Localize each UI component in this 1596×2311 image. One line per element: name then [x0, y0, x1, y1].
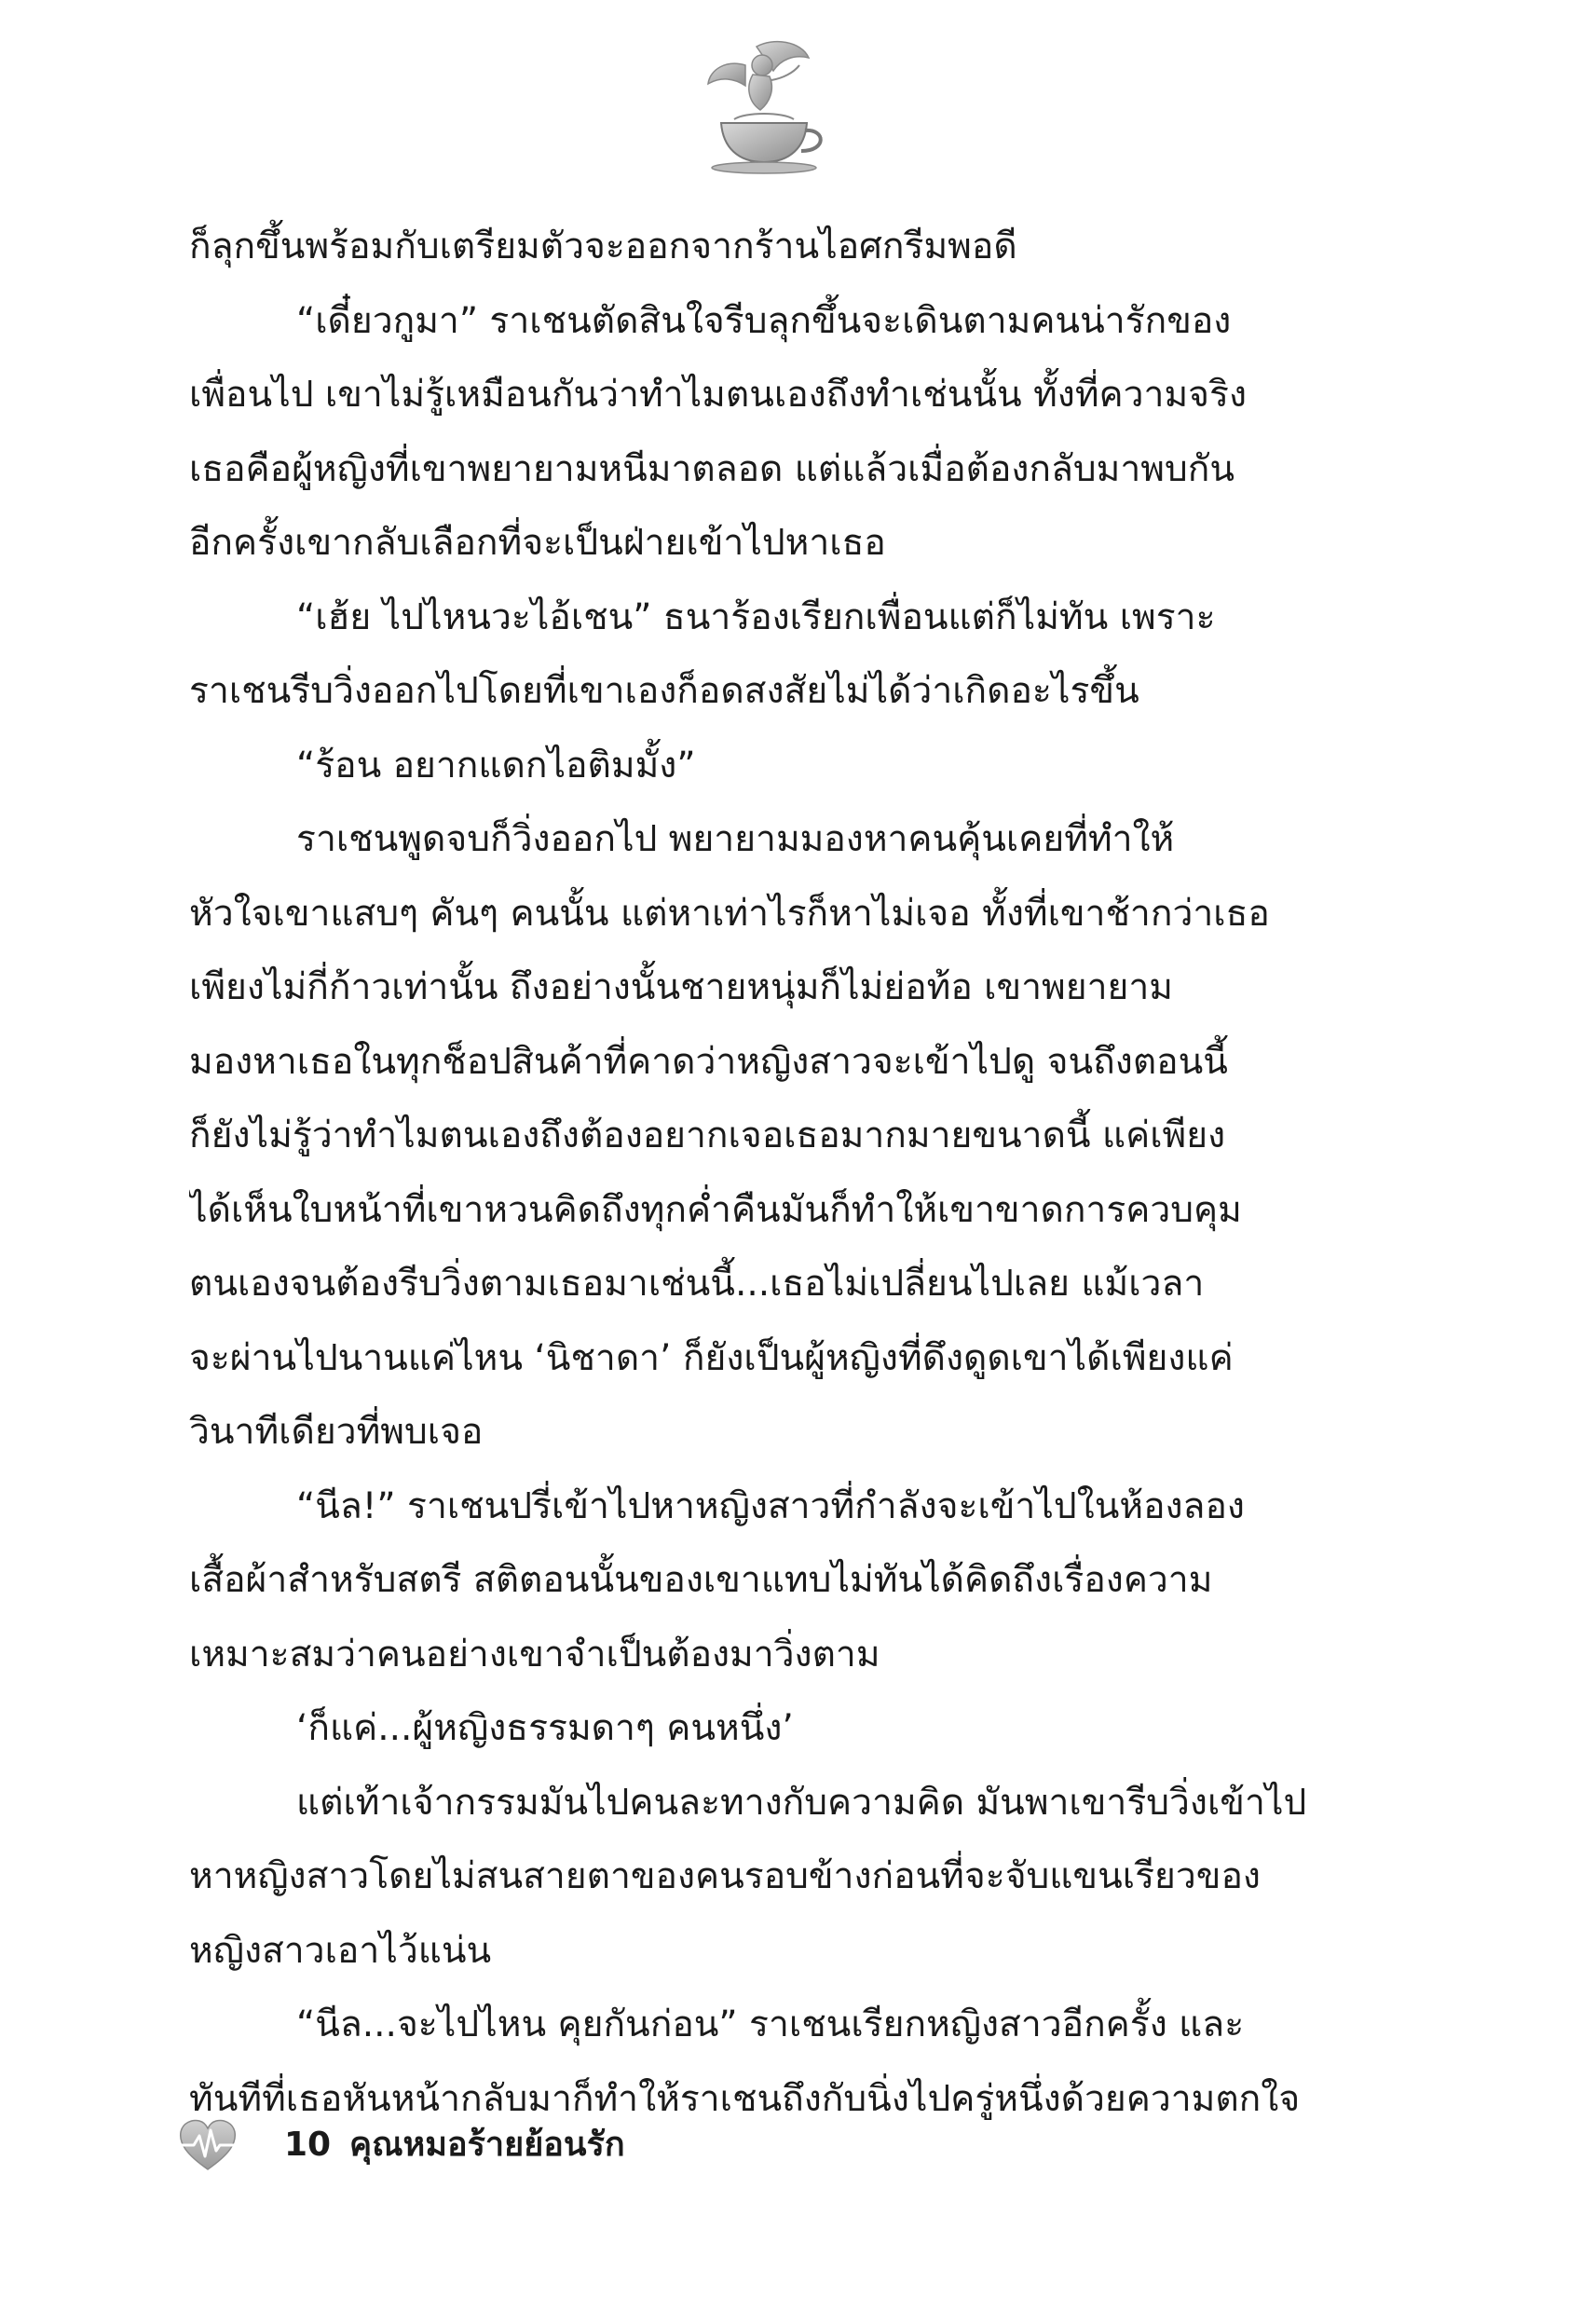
text-line: ก็ยังไม่รู้ว่าทำไมตนเองถึงต้องอยากเจอเธอมากมายขนาดนี้ แค่เพียง	[189, 1114, 1226, 1156]
paragraph	[189, 729, 1328, 803]
paragraph	[189, 1470, 1328, 1692]
text-line: หญิงสาวเอาไว้แน่น	[189, 1929, 492, 1972]
text-line: “ร้อน อยากแดกไอติมมั้ง”	[296, 744, 696, 786]
text-line: หาหญิงสาวโดยไม่สนสายตาของคนรอบข้างก่อนที่จะจับแขนเรียวของ	[189, 1855, 1261, 1897]
text-line: อีกครั้งเขากลับเลือกที่จะเป็นฝ่ายเข้าไปหาเธอ	[189, 522, 886, 564]
text-line: เหมาะสมว่าคนอย่างเขาจำเป็นต้องมาวิ่งตาม	[189, 1633, 880, 1675]
text-line: หัวใจเขาแสบๆ คันๆ คนนั้น แต่หาเท่าไรก็หาไม่เจอ ทั้งที่เขาช้ากว่าเธอ	[189, 892, 1270, 935]
text-line: ราเชนรีบวิ่งออกไปโดยที่เขาเองก็อดสงสัยไม่ได้ว่าเกิดอะไรขึ้น	[189, 670, 1139, 712]
paragraph	[189, 1691, 1328, 1766]
text-line: “นีล...จะไปไหน คุยกันก่อน” ราเชนเรียกหญิงสาวอีกครั้ง และ	[296, 2003, 1245, 2045]
text-line: เพื่อนไป เขาไม่รู้เหมือนกันว่าทำไมตนเองถึงทำเช่นนั้น ทั้งที่ความจริง	[189, 374, 1247, 416]
text-line: เสื้อผ้าสำหรับสตรี สติตอนนั้นของเขาแทบไม่ทันได้คิดถึงเรื่องความ	[189, 1559, 1213, 1601]
text-line: “เฮ้ย ไปไหนวะไอ้เชน” ธนาร้องเรียกเพื่อนแต่ก็ไม่ทัน เพราะ	[296, 595, 1216, 638]
text-line: ได้เห็นใบหน้าที่เขาหวนคิดถึงทุกค่ำคืนมันก็ทำให้เขาขาดการควบคุม	[189, 1188, 1242, 1231]
text-line: ราเชนพูดจบก็วิ่งออกไป พยายามมองหาคนคุ้นเคยที่ทำให้	[296, 818, 1175, 860]
text-line: ‘ก็แค่...ผู้หญิงธรรมดาๆ คนหนึ่ง’	[296, 1707, 794, 1749]
text-line: แต่เท้าเจ้ากรรมมันไปคนละทางกับความคิด มันพาเขารีบวิ่งเข้าไป	[296, 1781, 1307, 1824]
heart-pulse-icon	[177, 2117, 239, 2173]
paragraph	[189, 284, 1328, 581]
text-line: วินาทีเดียวที่พบเจอ	[189, 1411, 484, 1453]
text-line: เธอคือผู้หญิงที่เขาพยายามหนีมาตลอด แต่แล้วเมื่อต้องกลับมาพบกัน	[189, 447, 1235, 490]
text-line: ทันทีที่เธอหันหน้ากลับมาก็ทำให้ราเชนถึงกับนิ่งไปครู่หนึ่งด้วยความตกใจ	[189, 2077, 1301, 2120]
text-line: “เดี๋ยวกูมา” ราเชนตัดสินใจรีบลุกขึ้นจะเดินตามคนน่ารักของ	[296, 299, 1232, 342]
paragraph	[189, 581, 1328, 729]
text-line: ตนเองจนต้องรีบวิ่งตามเธอมาเช่นนี้...เธอไม่เปลี่ยนไปเลย แม้เวลา	[189, 1263, 1205, 1305]
book-title: คุณหมอร้ายย้อนรัก	[349, 2126, 625, 2164]
body-text	[189, 210, 1328, 2136]
text-line: “นีล!” ราเชนปรี่เข้าไปหาหญิงสาวที่กำลังจะเข้าไปในห้องลอง	[296, 1484, 1245, 1527]
page-number: 10	[284, 2126, 332, 2164]
text-line: ก็ลุกขึ้นพร้อมกับเตรียมตัวจะออกจากร้านไอศกรีมพอดี	[189, 226, 1017, 267]
paragraph	[189, 802, 1328, 1470]
paragraph	[189, 1988, 1328, 2136]
page-footer	[177, 2117, 829, 2182]
cupid-teacup-ornament-icon	[689, 37, 839, 177]
text-line: จะผ่านไปนานแค่ไหน ‘นิชาดา’ ก็ยังเป็นผู้หญิงที่ดึงดูดเขาได้เพียงแค่	[189, 1336, 1234, 1379]
paragraph	[189, 210, 1328, 284]
text-line: เพียงไม่กี่ก้าวเท่านั้น ถึงอย่างนั้นชายหนุ่มก็ไม่ย่อท้อ เขาพยายาม	[189, 966, 1173, 1008]
paragraph	[189, 1766, 1328, 1989]
text-line: มองหาเธอในทุกช็อปสินค้าที่คาดว่าหญิงสาวจะเข้าไปดู จนถึงตอนนี้	[189, 1040, 1228, 1083]
